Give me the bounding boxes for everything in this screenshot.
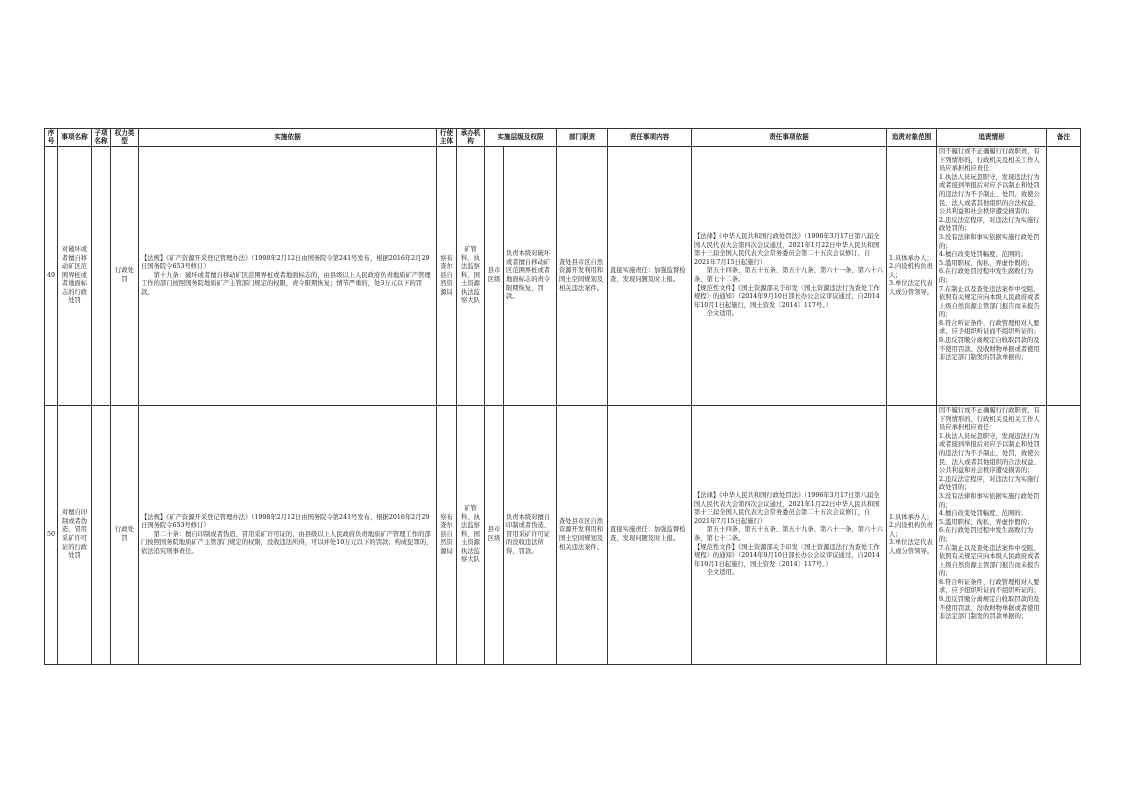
cell-resp [692, 406, 887, 665]
scope-line: 3.单位法定代表人或分管领导。 [889, 280, 934, 296]
circ-line: 6.在行政处罚过程中发生腐败行为的； [939, 527, 1034, 543]
scope-line: 3.单位法定代表人或分管领导。 [889, 539, 934, 555]
basis-text: 【法规】《矿产资源开采登记管理办法》（1998年2月12日由国务院令第241号发布，根据2016年2月29日国务院令653号修订） 第十九条：破坏或者擅自移动矿区范围界桩或者地面标志的，由县级以上人民政府负责地质矿产管理工作的部门按照国务院地质矿产主管部门规定的权限，责令限期恢复；情节严重的，处3万元以下的罚款。 [141, 254, 431, 296]
circ-line: 因不履行或不正确履行行政职责，有下列情形的，行政机关及相关工作人员应承担相应责任： [939, 148, 1040, 173]
cell-agency: 矿管科、执法监察科、国土资源执法监察大队 [457, 147, 485, 406]
resp-line: 第五十四条、第五十五条、第五十九条、第六十一条、第六十六条、第七十二条。 [694, 267, 883, 283]
circ-line: 2.违反法定程序，对违法行为实施行政处罚的； [939, 475, 1040, 492]
circ-line: 5.滥用职权、徇私、弄虚作假的； [939, 518, 1034, 526]
circ-line: 7.在制止以及查处违法案件中受阻，依照有关规定应向本级人民政府或者上级自然资源主管部门报告而未报告的； [939, 285, 1040, 319]
cell-dept: 查处县市区自然资源开发利用和国土空间规划及相关违法案件。 [557, 147, 608, 406]
circ-line: 3.没有法律和事实依据实施行政处罚的； [939, 233, 1040, 250]
cell-type: 行政处罚 [111, 147, 139, 406]
scope-line: 2.内设机构负责人； [889, 263, 933, 279]
table-row [45, 147, 1081, 406]
header-name: 事项名称 [58, 129, 92, 147]
resp-line: 【规范性文件】《国土资源部关于印发〈国土资源违法行为查处工作规程〉的通知》（2014年9月10日部长办公会议审议通过，自2014年10月1日起施行，国土资发〔2014〕117号。） [694, 543, 880, 568]
circ-line: 4.擅自改变处罚幅度、范围的； [939, 510, 1027, 518]
cell-content: 直接实施责任：加强监督检查，发现问题及时上报。 [608, 406, 692, 665]
resp-line: 【法律】《中华人民共和国行政处罚法》（1996年3月17日第八届全国人民代表大会第四次会议通过，2021年1月22日中华人民共和国第十三届全国人民代表大会常务委员会第二十五次会议修订，自2021年7月15日起施行） [694, 233, 880, 266]
header-subject: 行使主体 [437, 129, 457, 147]
circ-line: 5.滥用职权、徇私、弄虚作假的； [939, 259, 1034, 267]
cell-level: 县市区级 [485, 147, 504, 406]
cell-resp [692, 147, 887, 406]
cell-note [1047, 406, 1081, 665]
header-agency: 承办机构 [457, 129, 485, 147]
resp-line: 全文适用。 [694, 569, 739, 577]
resp-line: 第五十四条、第五十五条、第五十九条、第六十一条、第六十六条、第七十二条。 [694, 526, 883, 542]
cell-name: 对擅自印制或者伪造、冒用采矿许可证的行政处罚 [58, 406, 92, 665]
header-content: 责任事项内容 [608, 129, 692, 147]
circ-clip [939, 148, 1044, 404]
circ-line: 1.执法人员玩忽职守，发现违法行为或者接到举报后对应予以制止和处罚的违法行为不予制止、处罚，致使公民、法人或者其他组织的合法权益、公共利益和社会秩序遭受损害的； [939, 173, 1040, 216]
header-circ: 追责情形 [937, 129, 1047, 147]
cell-type: 行政处罚 [111, 406, 139, 665]
circ-line: 7.在制止以及查处违法案件中受阻，依照有关规定应向本级人民政府或者上级自然资源主管部门报告而未报告的； [939, 544, 1040, 578]
cell-level: 县市区级 [485, 406, 504, 665]
circ-line: 8.符合听证条件、行政管理相对人要求，应予组织听证而不组织听证的； [939, 319, 1040, 336]
circ-line: 3.没有法律和事实依据实施行政处罚的； [939, 492, 1040, 509]
cell-scope [887, 147, 937, 406]
circ-line: 9.违反罚缴分离规定自收取罚款的及不使用罚款、没收财物单据或者使用非法定部门制发的罚款单据的； [939, 337, 1040, 362]
header-type: 权力类型 [111, 129, 139, 147]
cell-no: 50 [45, 406, 58, 665]
cell-basis [139, 147, 437, 406]
cell-basis [139, 406, 437, 665]
header-basis: 实施依据 [139, 129, 437, 147]
basis-text: 【法规】《矿产资源开采登记管理办法》（1998年2月12日由国务院令第241号发布，根据2016年2月29日国务院令653号修订） 第二十条：擅自印制或者伪造、冒用采矿许可证的，由县级以上人民政府负责地质矿产管理工作的部门按照国务院地质矿产主管部门规定的权限，没收违法所得，可以并处10万元以下的罚款；构成犯罪的，依法追究刑事责任。 [141, 513, 433, 555]
header-row [45, 129, 1081, 147]
circ-line: 2.违反法定程序，对违法行为实施行政处罚的； [939, 216, 1040, 233]
header-dept: 部门职责 [557, 129, 608, 147]
scope-line: 1.具体承办人； [889, 254, 933, 262]
cell-agency: 矿管科、执法监察科、国土资源执法监察大队 [457, 406, 485, 665]
scope-line: 2.内设机构负责人； [889, 522, 933, 538]
cell-subject: 察布查尔县自然资源局 [437, 147, 457, 406]
resp-line: 全文适用。 [694, 310, 739, 318]
circ-line: 9.违反罚缴分离规定自收取罚款的及不使用罚款、没收财物单据或者使用非法定部门制发的罚款单据的； [939, 596, 1040, 621]
cell-content: 直接实施责任：加强监督检查，发现问题及时上报。 [608, 147, 692, 406]
scope-line: 1.具体承办人； [889, 513, 933, 521]
cell-duty: 负责本级对擅自印制或者伪造、冒用采矿许可证的没收违法所得，罚款。 [504, 406, 557, 665]
circ-clip [939, 407, 1044, 663]
table-row [45, 406, 1081, 665]
cell-sub [92, 406, 111, 665]
circ-line: 8.符合听证条件、行政管理相对人要求，应予组织听证而不组织听证的； [939, 578, 1040, 595]
circ-line: 4.擅自改变处罚幅度、范围的； [939, 251, 1027, 259]
cell-name: 对破坏或者擅自移动矿区范围界桩或者地面标志的行政处罚 [58, 147, 92, 406]
cell-subject: 察布查尔县自然资源局 [437, 406, 457, 665]
cell-circ [937, 406, 1047, 665]
header-note: 备注 [1047, 129, 1081, 147]
cell-sub [92, 147, 111, 406]
cell-dept: 查处县市区自然资源开发利用和国土空间规划及相关违法案件。 [557, 406, 608, 665]
circ-line: 6.在行政处罚过程中发生腐败行为的； [939, 268, 1034, 284]
header-sub: 子项名称 [92, 129, 111, 147]
cell-note [1047, 147, 1081, 406]
cell-no: 49 [45, 147, 58, 406]
cell-scope [887, 406, 937, 665]
header-no: 序号 [45, 129, 58, 147]
header-scope: 追责对象范围 [887, 129, 937, 147]
header-level: 实施层级及权限 [485, 129, 557, 147]
cell-circ [937, 147, 1047, 406]
resp-line: 【法律】《中华人民共和国行政处罚法》（1996年3月17日第八届全国人民代表大会第四次会议通过，2021年1月22日中华人民共和国第十三届全国人民代表大会常务委员会第二十五次会议修订，自2021年7月15日起施行） [694, 492, 880, 525]
circ-line: 1.执法人员玩忽职守，发现违法行为或者接到举报后对应予以制止和处罚的违法行为不予制止、处罚，致使公民、法人或者其他组织的合法权益、公共利益和社会秩序遭受损害的； [939, 432, 1040, 475]
responsibility-table [44, 128, 1081, 665]
cell-duty: 负责本级对破坏或者擅自移动矿区范围界桩或者地面标志的责令限期恢复，罚款。 [504, 147, 557, 406]
circ-line: 因不履行或不正确履行行政职责，有下列情形的，行政机关及相关工作人员应承担相应责任： [939, 407, 1040, 432]
resp-line: 【规范性文件】《国土资源部关于印发〈国土资源违法行为查处工作规程〉的通知》（2014年9月10日部长办公会议审议通过，自2014年10月1日起施行，国土资发〔2014〕117号。） [694, 284, 880, 309]
header-resp: 责任事项依据 [692, 129, 887, 147]
